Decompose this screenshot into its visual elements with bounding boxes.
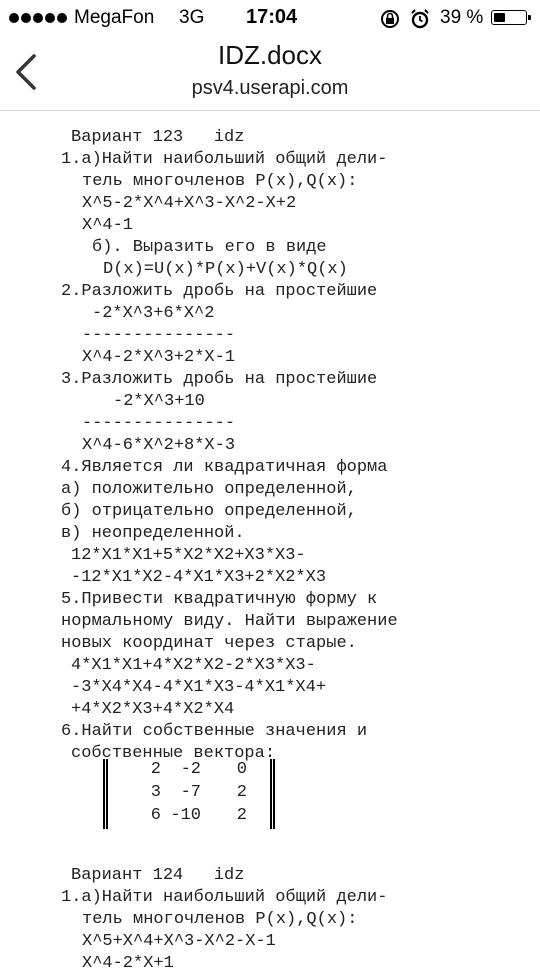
task-line: новых координат через старые. xyxy=(61,634,357,653)
task-line: б). Выразить его в виде xyxy=(92,238,327,257)
signal-strength-icon xyxy=(9,13,67,23)
task-line: б) отрицательно определенной, xyxy=(61,502,357,521)
carrier-name: MegaFon xyxy=(74,7,155,28)
document-url: psv4.userapi.com xyxy=(191,77,349,99)
formula-line: X^4-1 xyxy=(82,216,134,235)
matrix xyxy=(103,759,275,829)
fraction-bar: --------------- xyxy=(82,414,236,433)
battery-percent: 39 % xyxy=(440,7,484,28)
task-line: тель многочленов P(x),Q(x): xyxy=(82,910,358,929)
battery-icon xyxy=(491,10,527,25)
task-line: 2.Разложить дробь на простейшие xyxy=(61,282,378,301)
task-line: 1.а)Найти наибольший общий дели- xyxy=(61,888,388,907)
matrix-left-bracket xyxy=(103,759,108,829)
task-line: 6.Найти собственные значения и xyxy=(61,722,368,741)
formula-line: +4*X2*X3+4*X2*X4 xyxy=(71,700,235,719)
formula-line: 4*X1*X1+4*X2*X2-2*X3*X3- xyxy=(71,656,316,675)
matrix-cell: 0 xyxy=(236,760,247,779)
formula-line: -2*X^3+6*X^2 xyxy=(92,304,215,323)
task-line: собственные вектора: xyxy=(71,744,276,763)
fraction-bar: --------------- xyxy=(82,326,236,345)
matrix-cell: 3 xyxy=(150,783,161,802)
task-line: а) положительно определенной, xyxy=(61,480,357,499)
matrix-cell: -2 xyxy=(180,760,201,779)
formula-line: X^4-2*X^3+2*X-1 xyxy=(82,348,236,367)
matrix-right-bracket xyxy=(270,759,275,829)
matrix-cell: 6 xyxy=(150,806,161,825)
task-line: 4.Является ли квадратичная форма xyxy=(61,458,388,477)
navigation-header xyxy=(0,36,540,111)
formula-line: X^5-2*X^4+X^3-X^2-X+2 xyxy=(82,194,297,213)
task-line: нормальному виду. Найти выражение xyxy=(61,612,398,631)
task-line: 5.Привести квадратичную форму к xyxy=(61,590,378,609)
formula-line: -2*X^3+10 xyxy=(113,392,205,411)
document-title: IDZ.docx xyxy=(217,40,323,70)
formula-line: 12*X1*X1+5*X2*X2+X3*X3- xyxy=(71,546,306,565)
variant-heading: Вариант 124 idz xyxy=(71,866,245,885)
matrix-cell: 2 xyxy=(150,760,161,779)
formula-line: -3*X4*X4-4*X1*X3-4*X1*X4+ xyxy=(71,678,327,697)
matrix-cell: -7 xyxy=(180,783,201,802)
task-line: 3.Разложить дробь на простейшие xyxy=(61,370,378,389)
task-line: 1.а)Найти наибольший общий дели- xyxy=(61,150,388,169)
status-bar xyxy=(0,0,540,36)
alarm-icon xyxy=(409,8,431,36)
task-line: тель многочленов P(x),Q(x): xyxy=(82,172,358,191)
variant-heading: Вариант 123 idz xyxy=(71,128,245,147)
rotation-lock-icon xyxy=(379,8,401,36)
matrix-cell: -10 xyxy=(170,806,201,825)
formula-line: X^4-2*X+1 xyxy=(82,954,174,973)
matrix-cell: 2 xyxy=(236,783,247,802)
formula-line: X^4-6*X^2+8*X-3 xyxy=(82,436,236,455)
formula-line: D(x)=U(x)*P(x)+V(x)*Q(x) xyxy=(103,260,348,279)
network-type: 3G xyxy=(179,7,205,28)
formula-line: X^5+X^4+X^3-X^2-X-1 xyxy=(82,932,276,951)
formula-line: -12*X1*X2-4*X1*X3+2*X2*X3 xyxy=(71,568,327,587)
matrix-cell: 2 xyxy=(236,806,247,825)
task-line: в) неопределенной. xyxy=(61,524,245,543)
clock: 17:04 xyxy=(246,6,298,28)
